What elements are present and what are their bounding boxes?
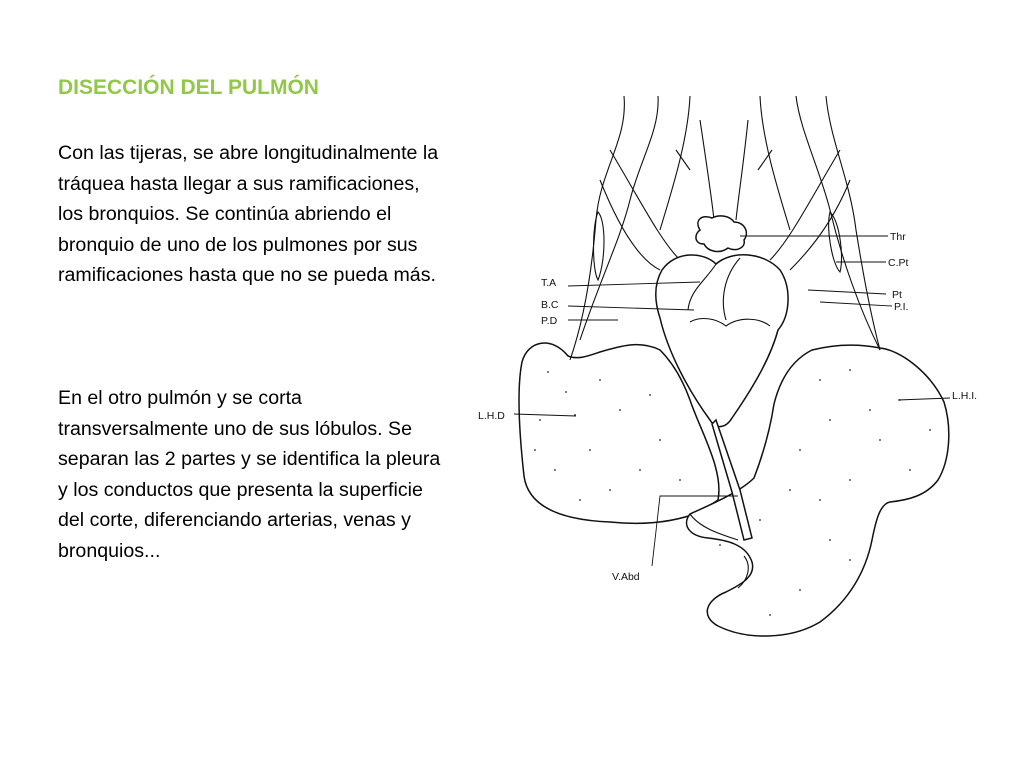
- label-cpt: C.Pt: [888, 257, 909, 269]
- label-lhd: L.H.D: [478, 410, 505, 422]
- pectoral-structure-left: [594, 212, 605, 280]
- label-bc: B.C: [541, 299, 559, 311]
- label-pt: Pt: [892, 289, 902, 301]
- lung-dissection-diagram: [470, 92, 990, 647]
- slide-title: DISECCIÓN DEL PULMÓN: [58, 76, 319, 99]
- paragraph-lobe-cut: En el otro pulmón y se corta transversalmente uno de sus lóbulos. Se separan las 2 partes y se identifica la pleura y los conductos que presenta la superficie del corte, diferenciando arterias, venas y bronquios...: [58, 387, 441, 562]
- label-vabd: V.Abd: [612, 571, 640, 583]
- paragraph-trachea: Con las tijeras, se abre longitudinalmente la tráquea hasta llegar a sus ramificaciones, los bronquios. Se continúa abriendo el bronquio de uno de los pulmones por sus ramificaciones hasta que no se pueda más.: [58, 142, 439, 287]
- label-pi: P.I.: [894, 301, 909, 313]
- label-thr: Thr: [890, 231, 906, 243]
- label-lhi: L.H.I.: [952, 390, 978, 402]
- thymus: [696, 216, 746, 252]
- label-pd: P.D: [541, 315, 558, 327]
- label-ta: T.A: [541, 277, 557, 289]
- pectoral-structure-right: [829, 212, 842, 272]
